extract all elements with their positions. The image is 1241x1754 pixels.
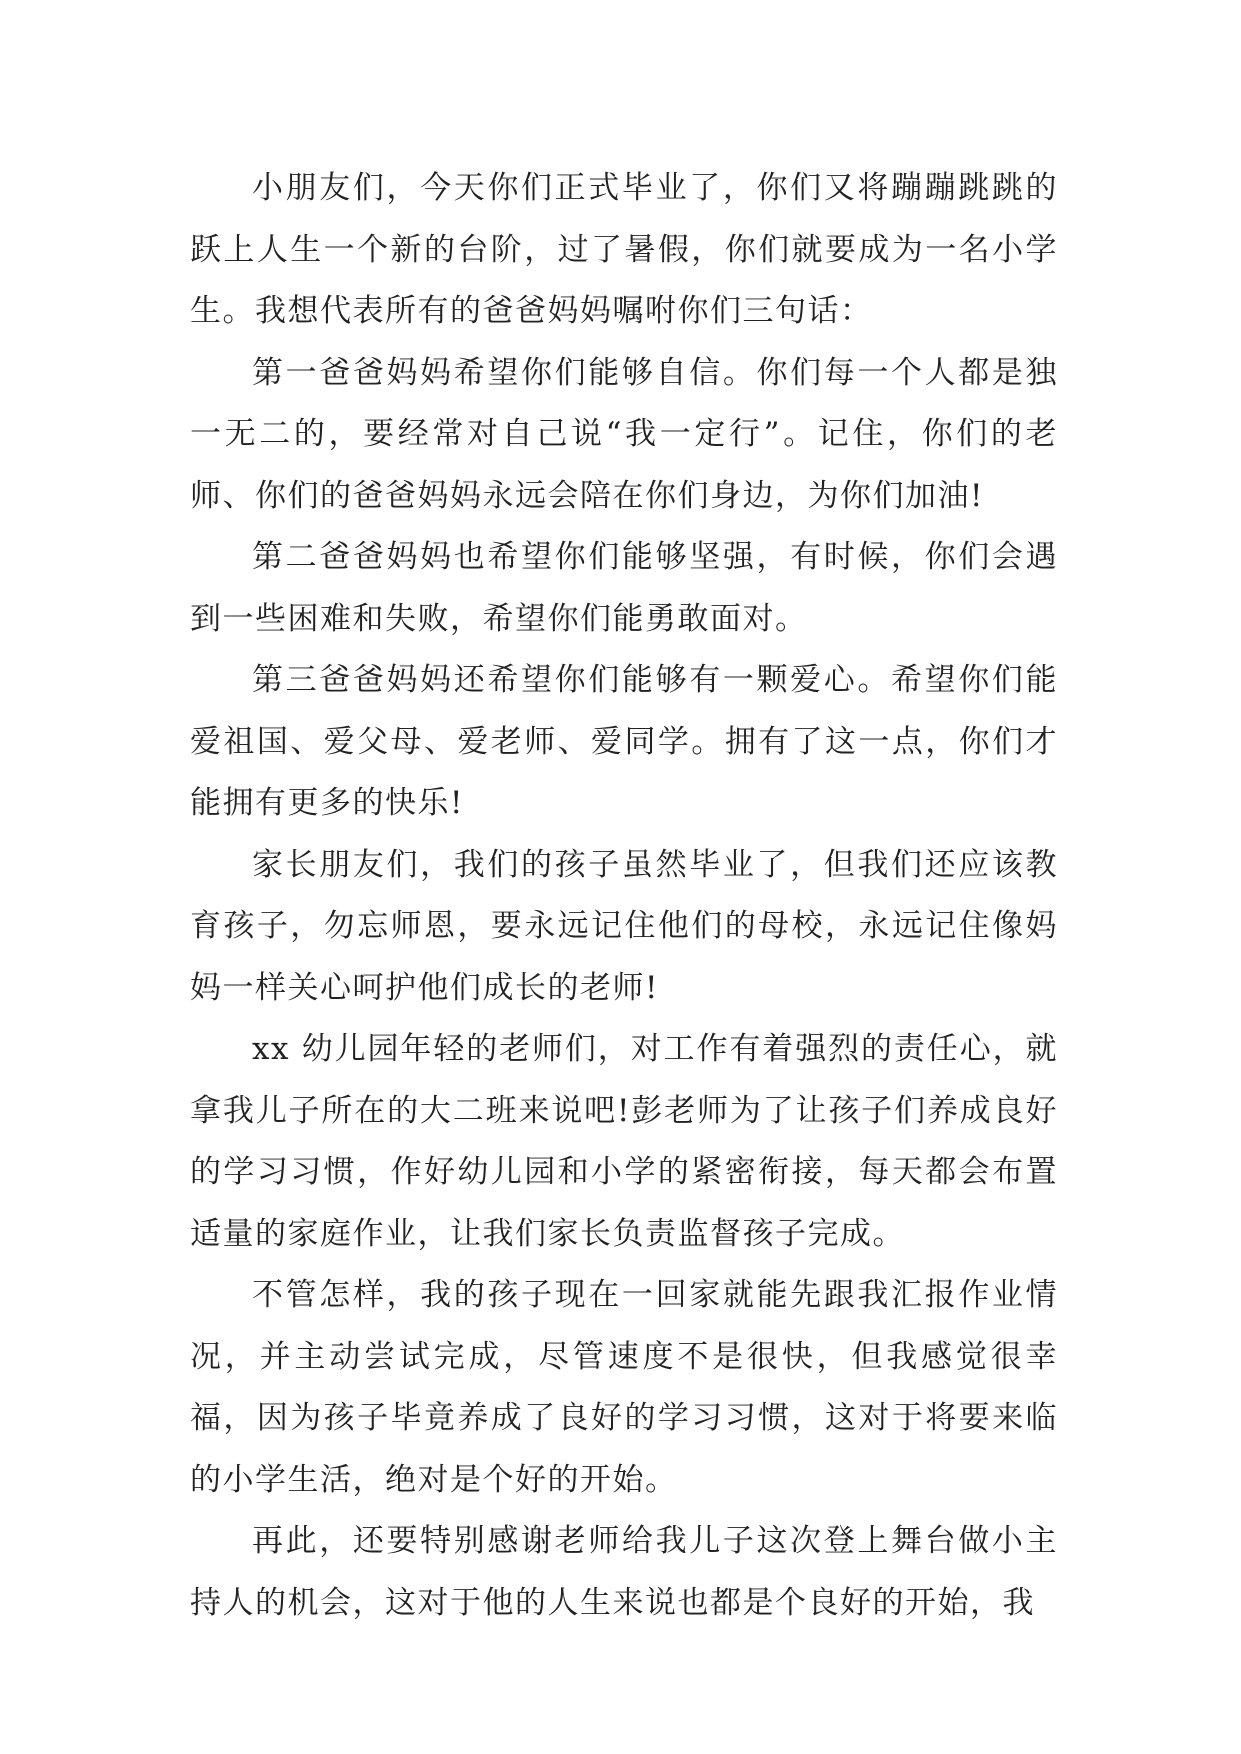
paragraph-4: 第三爸爸妈妈还希望你们能够有一颗爱心。希望你们能爱祖国、爱父母、爱老师、爱同学。拥有了这一点，你们才能拥有更多的快乐! (190, 662, 1058, 821)
paragraph-6: xx 幼儿园年轻的老师们，对工作有着强烈的责任心，就拿我儿子所在的大二班来说吧!彭老师为了让孩子们养成良好的学习习惯，作好幼儿园和小学的紧密衔接，每天都会布置适量的家庭作业，让我们家长负责监督孩子完成。 (190, 1031, 1058, 1252)
paragraph-7: 不管怎样，我的孩子现在一回家就能先跟我汇报作业情况，并主动尝试完成，尽管速度不是很快，但我感觉很幸福，因为孩子毕竟养成了良好的学习习惯，这对于将要来临的小学生活，绝对是个好的开始。 (190, 1277, 1058, 1498)
paragraph-1: 小朋友们，今天你们正式毕业了，你们又将蹦蹦跳跳的跃上人生一个新的台阶，过了暑假，你们就要成为一名小学生。我想代表所有的爸爸妈妈嘱咐你们三句话： (190, 170, 1058, 329)
paragraph-2: 第一爸爸妈妈希望你们能够自信。你们每一个人都是独一无二的，要经常对自己说“我一定行”。记住，你们的老师、你们的爸爸妈妈永远会陪在你们身边，为你们加油! (190, 354, 1058, 514)
paragraph-3: 第二爸爸妈妈也希望你们能够坚强，有时候，你们会遇到一些困难和失败，希望你们能勇敢面对。 (190, 539, 1058, 637)
paragraph-8: 再此，还要特别感谢老师给我儿子这次登上舞台做小主持人的机会，这对于他的人生来说也都是个良好的开始，我 (190, 1523, 1058, 1621)
document-body (190, 158, 1058, 1634)
paragraph-5: 家长朋友们，我们的孩子虽然毕业了，但我们还应该教育孩子，勿忘师恩，要永远记住他们的母校，永远记住像妈妈一样关心呵护他们成长的老师! (190, 846, 1058, 1006)
